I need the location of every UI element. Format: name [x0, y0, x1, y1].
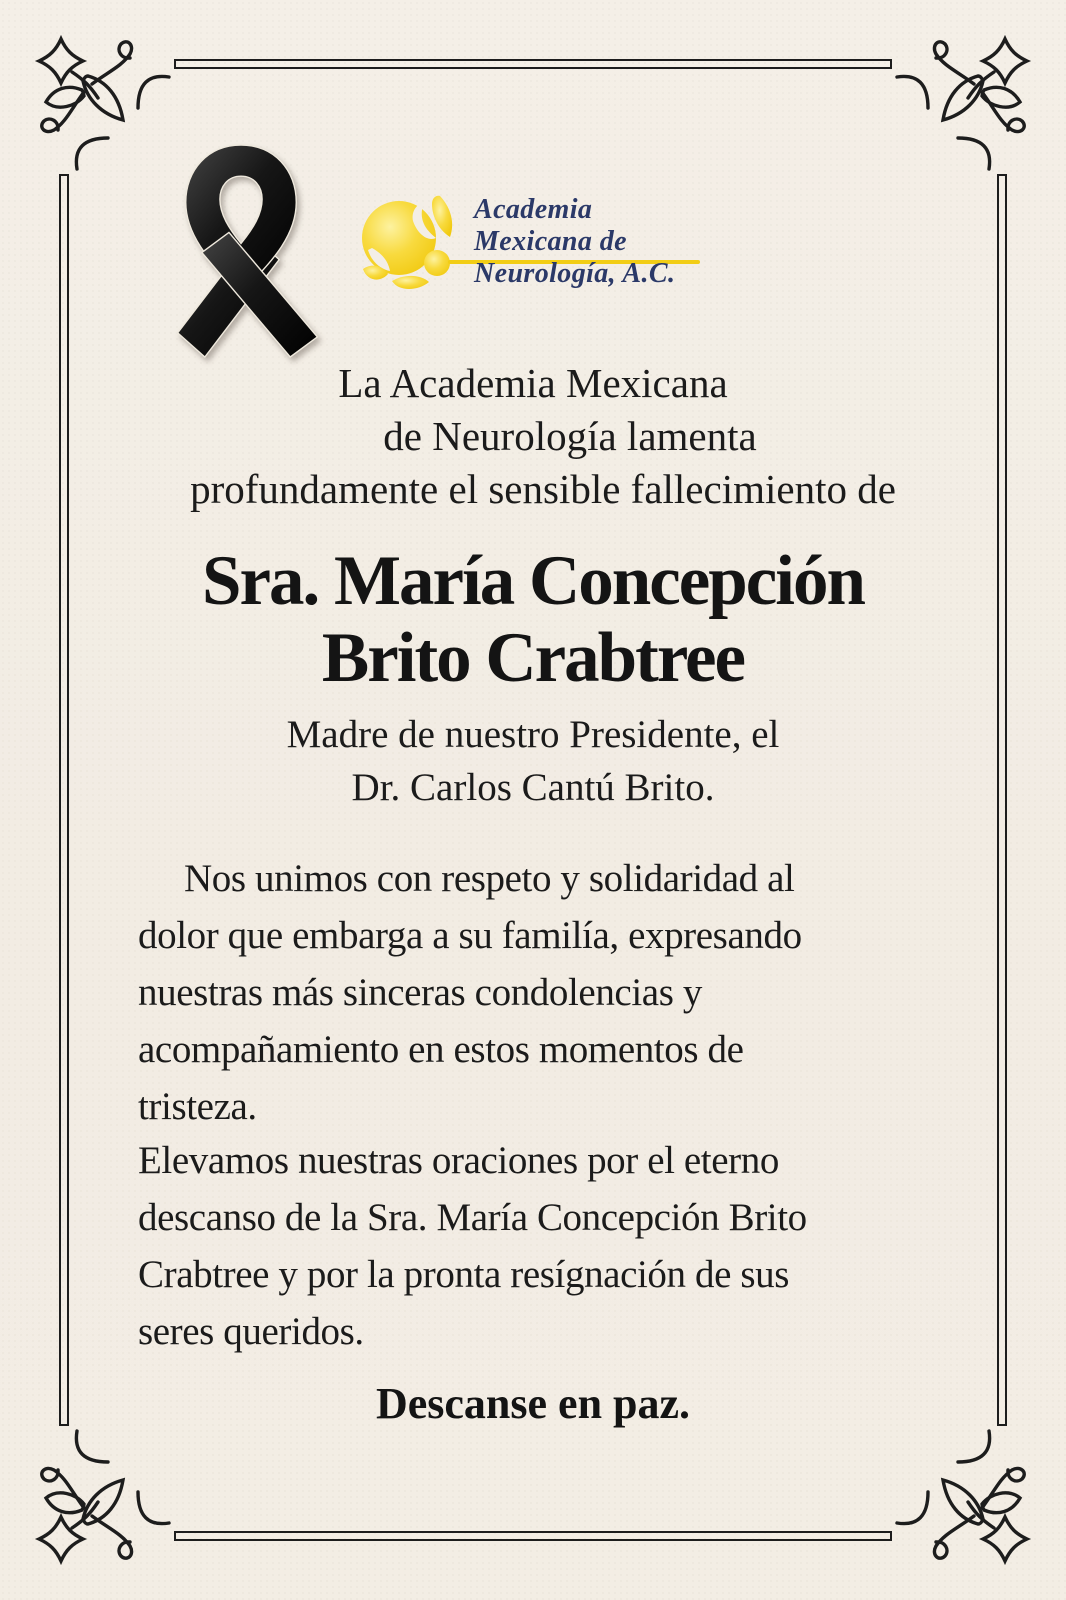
frame-border-right — [997, 174, 1007, 1426]
intro-line: profundamente el sensible fallecimiento de — [190, 466, 896, 512]
frame-border-top — [174, 59, 892, 69]
condolence-paragraph — [138, 850, 936, 1135]
frame-border-bottom — [174, 1531, 892, 1541]
paragraph-line: Elevamos nuestras oraciones por el eterno — [138, 1139, 779, 1182]
logo-org-line: Neurología, A.C. — [474, 258, 676, 289]
prayer-paragraph — [138, 1132, 936, 1360]
paragraph-line: tristeza. — [138, 1085, 257, 1128]
paragraph-line: seres queridos. — [138, 1310, 364, 1353]
paragraph-line: Nos unimos con respeto y solidaridad al — [184, 857, 795, 900]
deceased-name — [80, 543, 986, 697]
logo-org-line: Academia — [474, 194, 593, 225]
neurology-academy-logo-icon — [352, 186, 464, 298]
paragraph-line: nuestras más sinceras condolencias y — [138, 971, 702, 1014]
paragraph-line: descanso de la Sra. María Concepción Brito — [138, 1196, 807, 1239]
deceased-name-line: Sra. María Concepción — [201, 542, 864, 620]
frame-corner-ornament-bottom-right — [890, 1424, 1040, 1574]
closing-text: Descanse en paz. — [375, 1379, 691, 1428]
mourning-ribbon-icon — [154, 142, 326, 358]
logo-org-line: Mexicana de — [474, 226, 627, 257]
relation-line: Dr. Carlos Cantú Brito. — [351, 766, 715, 809]
intro-line: de Neurología lamenta — [383, 413, 757, 459]
logo-org-name — [474, 194, 734, 290]
paragraph-line: acompañamiento en estos momentos de — [138, 1028, 744, 1071]
relation-line: Madre de nuestro Presidente, el — [286, 713, 780, 756]
intro-text — [80, 357, 986, 516]
deceased-relation — [80, 708, 986, 814]
frame-corner-ornament-bottom-left — [26, 1424, 176, 1574]
paragraph-line: dolor que embarga a su familía, expresando — [138, 914, 802, 957]
paragraph-line: Crabtree y por la pronta resígnación de sus — [138, 1253, 789, 1296]
deceased-name-line: Brito Crabtree — [321, 619, 745, 697]
intro-line: La Academia Mexicana — [338, 360, 728, 406]
frame-border-left — [59, 174, 69, 1426]
frame-corner-ornament-top-right — [890, 26, 1040, 176]
